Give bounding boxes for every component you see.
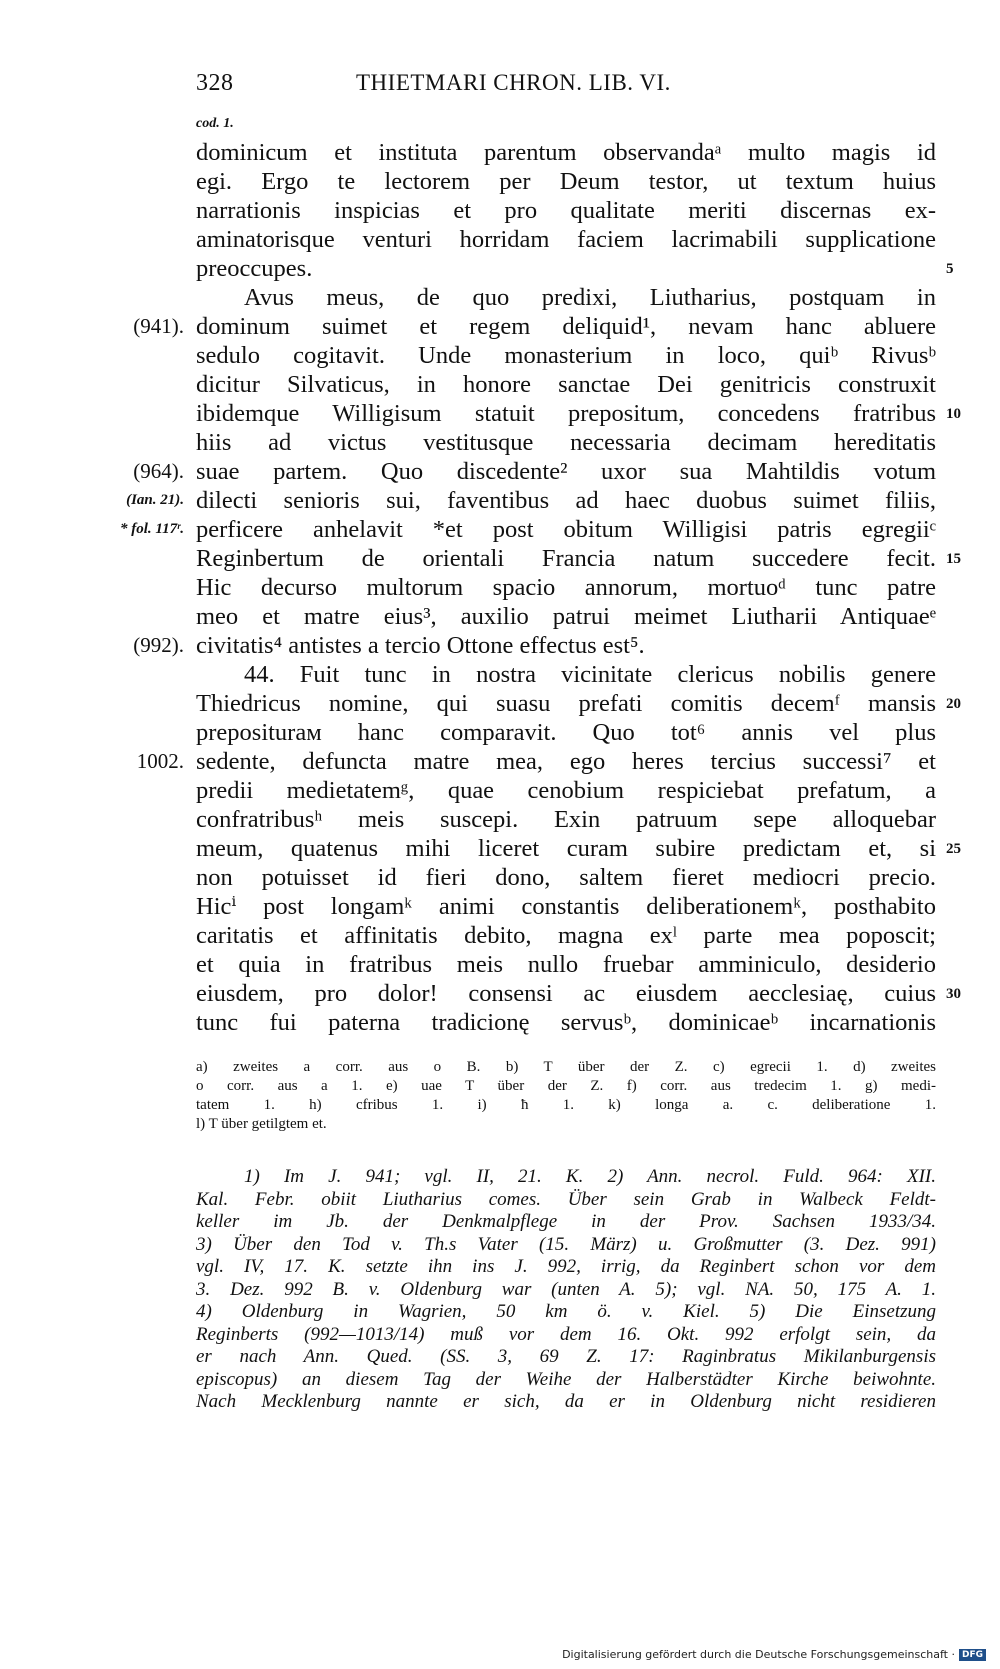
footnotes <box>196 1166 936 1414</box>
margin-date-note: 1002. <box>136 749 184 773</box>
line-text: dicitur Silvaticus, in honore sanctae Dei genitricis construxit <box>196 371 936 398</box>
line-text: preoccupes. <box>196 255 313 282</box>
text-line <box>196 602 936 631</box>
line-text: hiis ad victus vestitusque necessaria decimam hereditatis <box>196 429 936 456</box>
footnote-line: 3) Über den Tod v. Th.s Vater (15. März) u. Großmutter (3. Dez. 991) <box>196 1233 936 1255</box>
text-line <box>120 515 936 544</box>
text-line <box>133 457 936 486</box>
text-line <box>196 544 961 573</box>
line-number: 20 <box>946 696 961 712</box>
line-number: 15 <box>946 551 961 567</box>
text-line <box>196 225 936 254</box>
line-text: caritatis et affinitatis debito, magna exˡ parte mea poposcit; <box>196 922 936 949</box>
text-line <box>196 196 936 225</box>
text-line <box>196 689 961 718</box>
line-text: confratribusʰ meis suscepi. Exin patruum sepe alloquebar <box>196 806 936 833</box>
line-text: eiusdem, pro dolor! consensi ac eiusdem aecclesiaę, cuius <box>196 980 936 1007</box>
footnote-line: 4) Oldenburg in Wagrien, 50 km ö. v. Kiel. 5) Die Einsetzung <box>196 1301 936 1322</box>
dfg-logo-icon: DFG <box>959 1649 986 1661</box>
codex-note: cod. 1. <box>196 116 234 131</box>
text-line <box>196 254 954 283</box>
page-header <box>196 66 936 100</box>
line-number: 5 <box>946 261 954 277</box>
text-line <box>196 167 936 196</box>
footnote-line: Kal. Febr. obiit Liutharius comes. Über sein Grab in Walbeck Feldt- <box>196 1188 936 1210</box>
variant-notes <box>196 1058 936 1134</box>
variant-note-line: tatem 1. h) cfribus 1. i) ħ 1. k) longa a. c. deliberatione 1. <box>196 1097 936 1113</box>
text-line <box>196 428 936 457</box>
line-text: dominicum et instituta parentum observandaᵃ multo magis id <box>196 139 936 166</box>
footnote-line: 3. Dez. 992 B. v. Oldenburg war (unten A. 5); vgl. NA. 50, 175 A. 1. <box>196 1278 936 1300</box>
text-line <box>196 776 936 805</box>
text-line <box>196 892 936 921</box>
line-text: dilecti senioris sui, faventibus ad haec duobus suimet filiis, <box>196 487 936 514</box>
margin-date-note: (Ian. 21). <box>126 492 184 508</box>
margin-date-note: (992). <box>133 633 184 657</box>
text-line <box>196 921 936 950</box>
text-line <box>196 138 936 167</box>
line-text: meum, quatenus mihi liceret curam subire predictam et, si <box>196 835 936 862</box>
line-text: ibidemque Willigisum statuit prepositum, concedens fratribus <box>196 400 936 427</box>
line-text: Thiedricus nomine, qui suasu prefati comitis decemᶠ mansis <box>196 690 936 717</box>
line-text: Hic decurso multorum spacio annorum, mortuoᵈ tunc patre <box>196 574 936 601</box>
line-text: predii medietatemᵍ, quae cenobium respiciebat prefatum, a <box>196 777 936 804</box>
variant-note-line: l) T über getilgtem et. <box>196 1116 327 1132</box>
variant-note-line: o corr. aus a 1. e) uae T über der Z. f) corr. aus tredecim 1. g) medi- <box>196 1078 936 1094</box>
digitization-stamp <box>562 1648 986 1661</box>
main-text <box>120 138 961 1037</box>
line-text: perficere anhelavit *et post obitum Willigisi patris egregiiᶜ <box>196 516 936 543</box>
text-line <box>196 863 936 892</box>
line-text: dominum suimet et regem deliquid¹, nevam hanc abluere <box>196 313 936 340</box>
digitization-note: Digitalisierung gefördert durch die Deutsche Forschungsgemeinschaft · <box>562 1648 955 1661</box>
text-line <box>136 747 936 776</box>
text-line <box>196 660 936 689</box>
footnote-line: 1) Im J. 941; vgl. II, 21. K. 2) Ann. necrol. Fuld. 964: XII. <box>244 1166 936 1187</box>
line-text: narrationis inspicias et pro qualitate meriti discernas ex- <box>196 197 936 224</box>
line-text: 44. Fuit tunc in nostra vicinitate clericus nobilis genere <box>244 661 936 688</box>
line-text: Hicⁱ post longamᵏ animi constantis deliberationemᵏ, posthabito <box>196 893 936 920</box>
line-text: et quia in fratribus meis nullo fruebar amminiculo, desiderio <box>196 951 936 978</box>
text-line <box>196 370 936 399</box>
text-line <box>126 486 936 515</box>
line-text: Avus meus, de quo predixi, Liutharius, postquam in <box>244 284 936 311</box>
text-line <box>196 805 936 834</box>
footnote-line: vgl. IV, 17. K. setzte ihn ins J. 992, irrig, da Reginbert schon vor dem <box>196 1256 936 1277</box>
running-title: THIETMARI CHRON. LIB. VI. <box>356 70 671 95</box>
margin-date-note: (964). <box>133 459 184 483</box>
text-line <box>196 718 936 747</box>
footnote-line: er nach Ann. Qued. (SS. 3, 69 Z. 17: Raginbratus Mikilanburgensis <box>196 1346 936 1367</box>
text-line <box>196 979 961 1008</box>
variant-note-line: a) zweites a corr. aus o B. b) T über der Z. c) egrecii 1. d) zweites <box>196 1059 936 1075</box>
margin-date-note: (941). <box>133 314 184 338</box>
margin-date-note: * fol. 117ʳ. <box>120 521 184 537</box>
line-text: aminatorisque venturi horridam faciem lacrimabili supplicatione <box>196 226 936 253</box>
line-number: 30 <box>946 986 961 1002</box>
text-line <box>133 631 936 660</box>
line-text: Reginbertum de orientali Francia natum succedere fecit. <box>196 545 936 572</box>
line-number: 25 <box>946 841 961 857</box>
text-line <box>196 573 936 602</box>
page-number: 328 <box>196 70 234 96</box>
line-text: non potuisset id fieri dono, saltem fieret mediocri precio. <box>196 864 936 891</box>
line-text: prepositurам hanc comparavit. Quo tot⁶ annis vel plus <box>196 719 936 746</box>
line-text: tunc fui paterna tradicionę servusᵇ, dominicaeᵇ incarnationis <box>196 1009 936 1036</box>
line-text: sedente, defuncta matre mea, ego heres tercius successi⁷ et <box>196 748 936 775</box>
text-line <box>196 1008 936 1037</box>
line-text: suae partem. Quo discedente² uxor sua Mahtildis votum <box>196 458 936 485</box>
line-text: egi. Ergo te lectorem per Deum testor, ut textum huius <box>196 168 936 195</box>
text-line <box>196 341 936 370</box>
line-text: sedulo cogitavit. Unde monasterium in loco, quiᵇ Rivusᵇ <box>196 342 936 369</box>
text-line <box>196 399 961 428</box>
footnote-line: episcopus) an diesem Tag der Weihe der Halberstädter Kirche beiwohnte. <box>196 1368 936 1390</box>
text-line <box>196 834 961 863</box>
footnote-line: Nach Mecklenburg nannte er sich, da er in Oldenburg nicht residieren <box>196 1391 936 1412</box>
line-text: civitatis⁴ antistes a tercio Ottone effectus est⁵. <box>196 632 645 659</box>
line-text: meo et matre eius³, auxilio patrui meimet Liutharii Antiquaeᵉ <box>196 603 936 630</box>
footnote-line: keller im Jb. der Denkmalpflege in der Prov. Sachsen 1933/34. <box>196 1211 936 1232</box>
text-line <box>133 312 936 341</box>
text-line <box>196 283 936 312</box>
footnote-line: Reginberts (992—1013/14) muß vor dem 16. Okt. 992 erfolgt sein, da <box>196 1323 936 1345</box>
text-line <box>196 950 936 979</box>
line-number: 10 <box>946 406 961 422</box>
